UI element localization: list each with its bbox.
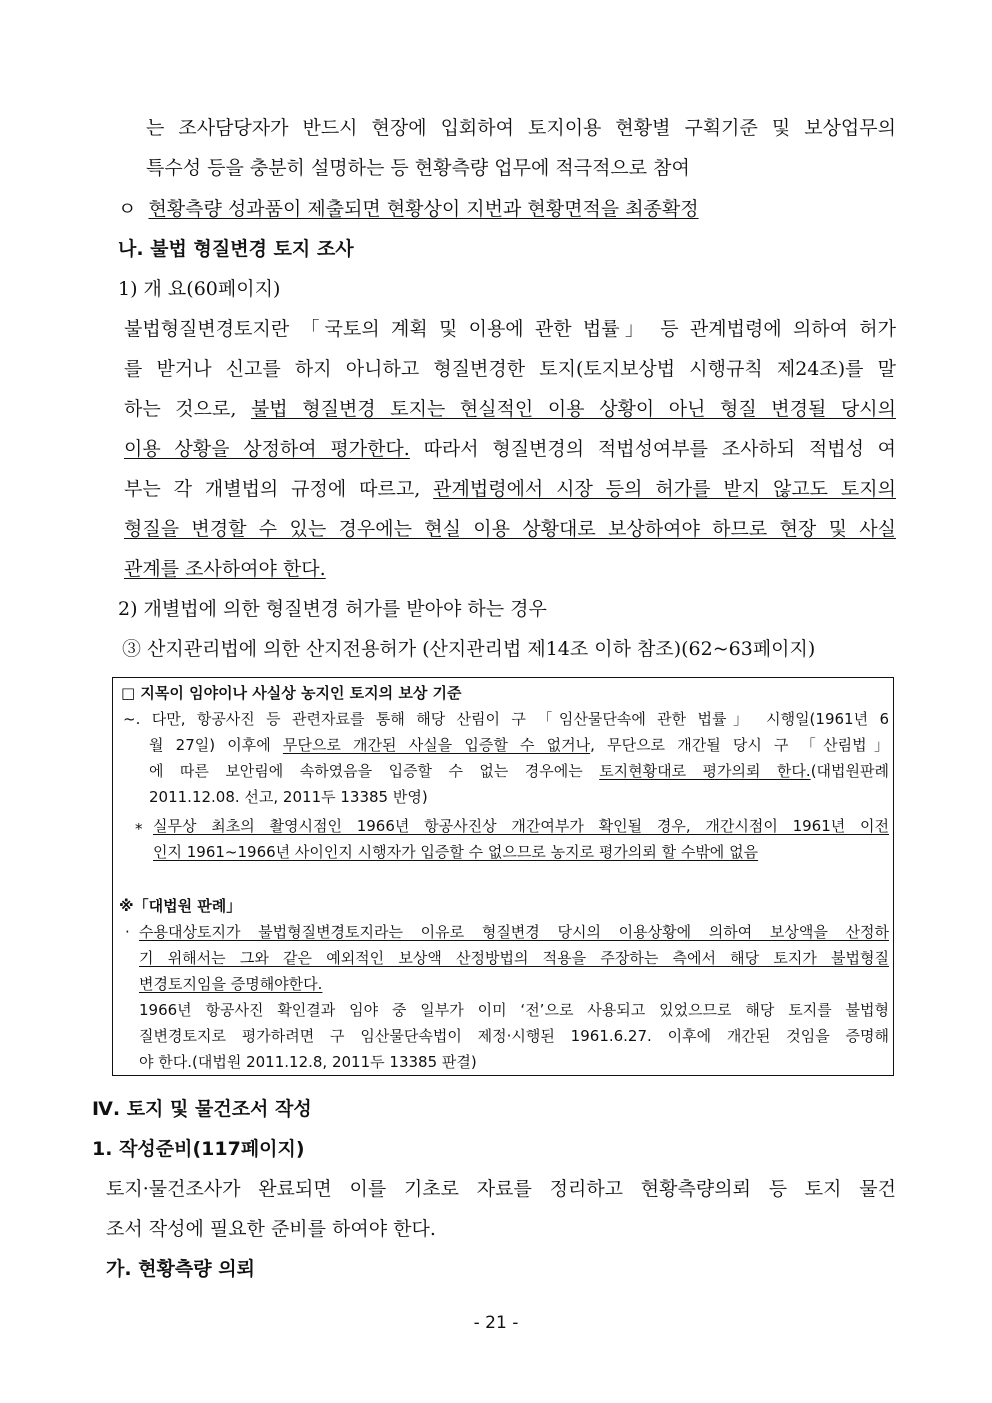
paragraph-line-2: 를 받거나 신고를 하지 아니하고 형질변경한 토지(토지보상법 시행규칙 제24조)를 말	[124, 358, 896, 380]
survey-request-heading: 가. 현황측량 의뢰	[106, 1258, 255, 1280]
prep-line-1: 토지·물건조사가 완료되면 이를 기초로 자료를 정리하고 현황측량의뢰 등 토지 물건	[106, 1178, 896, 1200]
box-title: □ 지목이 임야이나 사실상 농지인 토지의 보상 기준	[121, 684, 462, 702]
p3-plain: 하는 것으로,	[124, 398, 251, 420]
case-line-2	[139, 947, 889, 969]
case-l1-underlined: 수용대상토지가 불법형질변경토지라는 이유로 형질변경 당시의 이용상황에 의하여 보상액을 산정하	[139, 923, 889, 941]
prep-heading: 1. 작성준비(117페이지)	[92, 1138, 305, 1160]
case-line-6: 야 한다.(대법원 2011.12.8, 2011두 13385 판결)	[139, 1053, 477, 1071]
case-l3-underlined: 변경토지임을 증명해야한다.	[139, 975, 323, 993]
p5-plain: 부는 각 개별법의 규정에 따르고,	[124, 478, 434, 500]
p4-plain: 따라서 형질변경의 적법성여부를 조사하되 적법성 여	[409, 438, 897, 460]
paragraph-line-3	[124, 396, 896, 422]
box-line-1: ~. 다만, 항공사진 등 관련자료를 통해 해당 산림이 구 「임산물단속에 관한 법률」 시행일(1961년 6	[123, 710, 889, 728]
bullet-mark: ㅇ	[118, 198, 137, 220]
p6-underlined: 형질을 변경할 수 있는 경우에는 현실 이용 상황대로 보상하여야 하므로 현장 및 사실	[124, 518, 896, 540]
intro-bullet	[118, 196, 699, 222]
paragraph-line-4	[124, 436, 896, 462]
intro-line-2: 특수성 등을 충분히 설명하는 등 현황측량 업무에 적극적으로 참여	[146, 157, 690, 179]
paragraph-line-5	[124, 476, 896, 502]
box-l3-plain: 에 따른 보안림에 속하였음을 입증할 수 없는 경우에는	[149, 762, 600, 780]
individual-law-heading: 2) 개별법에 의한 형질변경 허가를 받아야 하는 경우	[118, 598, 547, 620]
section-na-heading: 나. 불법 형질변경 토지 조사	[118, 238, 354, 260]
bullet-text: 현황측량 성과품이 제출되면 현황상이 지번과 현황면적을 최종확정	[148, 198, 699, 220]
page-number: - 21 -	[473, 1313, 519, 1333]
overview-heading: 1) 개 요(60페이지)	[118, 278, 281, 300]
star-l1-underlined: 실무상 최초의 촬영시점인 1966년 항공사진상 개간여부가 확인될 경우, 개간시점이 1961년 이전	[153, 817, 889, 835]
box-l2-underlined: 무단으로 개간된 사실을 입증할 수 없거나	[282, 736, 591, 754]
box-l2-rest: , 무단으로 개간될 당시 구 「산림법」	[590, 736, 889, 754]
star-l2-underlined: 인지 1961~1966년 사이인지 시행자가 입증할 수 없으므로 농지로 평가의뢰 할 수밖에 없음	[153, 843, 759, 861]
p5-underlined: 관계법령에서 시장 등의 허가를 받지 않고도 토지의	[433, 478, 896, 500]
star-line-2	[153, 841, 758, 863]
forest-law-heading: ③ 산지관리법에 의한 산지전용허가 (산지관리법 제14조 이하 참조)(62~63페이지)	[122, 638, 816, 660]
box-line-2	[149, 734, 889, 756]
case-line-5: 질변경토지로 평가하려면 구 임산물단속법이 제정·시행된 1961.6.27. 이후에 개간된 것임을 증명해	[139, 1027, 889, 1045]
case-line-4: 1966년 항공사진 확인결과 임야 중 일부가 이미 ‘전’으로 사용되고 있었으므로 해당 토지를 불법형	[139, 1001, 889, 1019]
box-line-4: 2011.12.08. 선고, 2011두 13385 반영)	[149, 788, 428, 806]
box-l3-underlined: 토지현황대로 평가의뢰 한다.	[599, 762, 811, 780]
box-l2-plain: 월 27일) 이후에	[149, 736, 283, 754]
case-dot: ·	[125, 923, 130, 941]
star-line-1	[153, 815, 889, 837]
paragraph-line-6	[124, 516, 896, 542]
star-mark: *	[135, 820, 143, 838]
case-line-3	[139, 973, 322, 995]
case-l2-underlined: 기 위해서는 그와 같은 예외적인 보상액 산정방법의 적용을 주장하는 측에서 해당 토지가 불법형질	[139, 949, 889, 967]
case-title: ※「대법원 판례」	[119, 897, 242, 915]
prep-line-2: 조서 작성에 필요한 준비를 하여야 한다.	[106, 1218, 436, 1240]
box-line-3	[149, 760, 889, 782]
intro-line-1: 는 조사담당자가 반드시 현장에 입회하여 토지이용 현황별 구획기준 및 보상업무의	[146, 117, 896, 139]
box-l3-rest: (대법원판례	[810, 762, 889, 780]
p4-underlined: 이용 상황을 상정하여 평가한다.	[124, 438, 410, 460]
paragraph-line-1: 불법형질변경토지란 「국토의 계획 및 이용에 관한 법률」 등 관계법령에 의하여 허가	[124, 318, 896, 340]
section-iv-heading: Ⅳ. 토지 및 물건조서 작성	[92, 1098, 312, 1120]
p3-underlined: 불법 형질변경 토지는 현실적인 이용 상황이 아닌 형질 변경될 당시의	[250, 398, 896, 420]
case-line-1	[139, 921, 889, 943]
note-box	[112, 677, 894, 1076]
p7-underlined: 관계를 조사하여야 한다.	[124, 558, 326, 580]
paragraph-line-7	[124, 556, 326, 582]
